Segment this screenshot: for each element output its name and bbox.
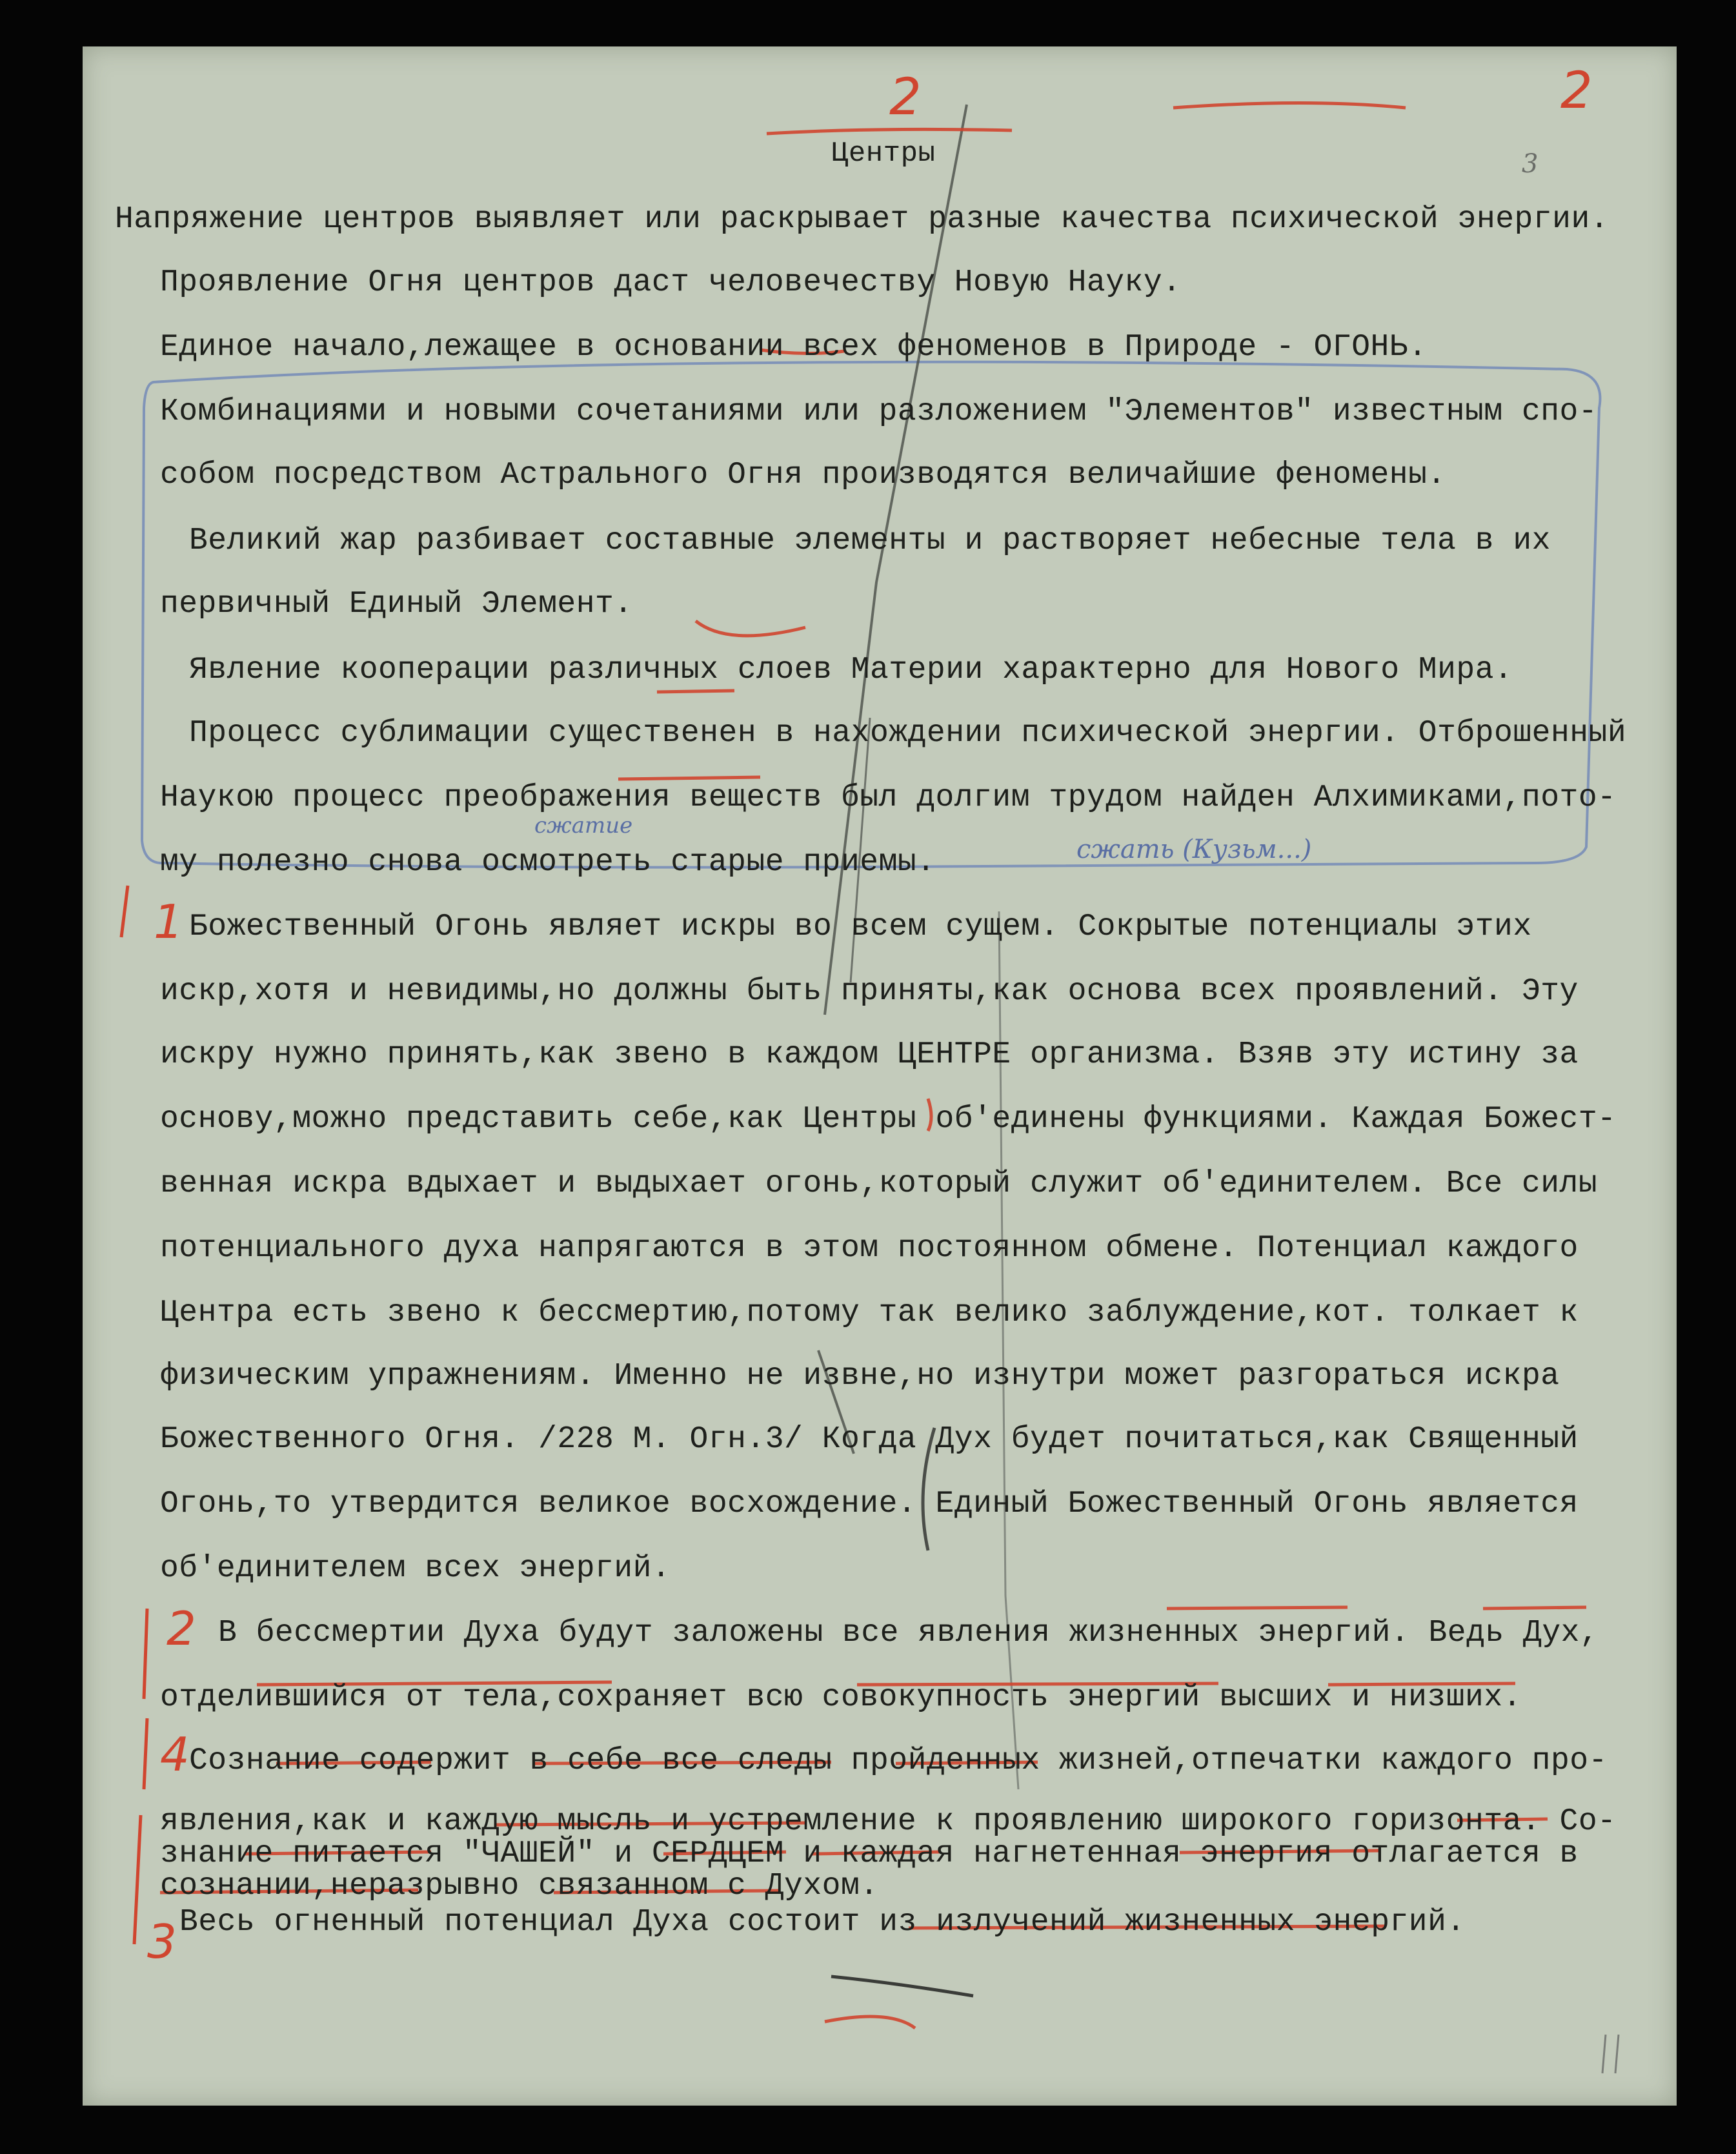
text-line: Сознание содержит в себе все следы пройденных жизней,отпечатки каждого про-	[189, 1743, 1608, 1778]
page-title: Центры	[831, 137, 936, 170]
text-line: первичный Единый Элемент.	[160, 587, 633, 622]
text-line: об'единителем всех энергий.	[160, 1551, 671, 1586]
handwritten-note-right: сжать (Кузьм...)	[1076, 835, 1312, 864]
page-number-top: 2	[889, 68, 922, 127]
text-line: Наукою процесс преображения веществ был долгим трудом найден Алхимиками,пото-	[160, 780, 1617, 815]
text-line: сознании,неразрывно связанном с Духом.	[160, 1869, 879, 1904]
text-line: Явление кооперации различных слоев Материи характерно для Нового Мира.	[189, 653, 1513, 687]
red-margin-brackets	[121, 886, 147, 1944]
text-line: Процесс сублимации существенен в нахождении психической энергии. Отброшенный	[189, 716, 1627, 751]
pencil-page-mark: 3	[1522, 149, 1539, 179]
text-line: В бессмертии Духа будут заложены все явления жизненных энергий. Ведь Дух,	[218, 1616, 1599, 1651]
margin-number-1: 1	[154, 895, 183, 949]
text-line: Центра есть звено к бессмертию,потому так велико заблуждение,кот. толкает к	[160, 1295, 1579, 1330]
text-line: искр,хотя и невидимы,но должны быть приняты,как основа всех проявлений. Эту	[160, 974, 1579, 1009]
text-line: му полезно снова осмотреть старые приемы.	[160, 845, 936, 880]
graphite-bottom-marks	[1602, 2035, 1619, 2073]
text-line: явления,как и каждую мысль и устремление к проявлению широкого горизонта. Со-	[160, 1804, 1617, 1839]
text-line: Великий жар разбивает составные элементы и растворяет небесные тела в их	[189, 523, 1551, 558]
page-number-right: 2	[1560, 62, 1593, 120]
text-line: Огонь,то утвердится великое восхождение. Единый Божественный Огонь является	[160, 1487, 1579, 1521]
text-line: отделившийся от тела,сохраняет всю совокупность энергий высших и низших.	[160, 1680, 1522, 1715]
text-line: Комбинациями и новыми сочетаниями или разложением "Элементов" известным спо-	[160, 394, 1598, 429]
text-line: основу,можно представить себе,как Центры об'единены функциями. Каждая Божест-	[160, 1102, 1617, 1137]
margin-number-4: 4	[160, 1727, 190, 1782]
graphite-bottom-stroke	[831, 1976, 973, 1996]
text-line: потенциального духа напрягаются в этом постоянном обмене. Потенциал каждого	[160, 1231, 1579, 1266]
margin-number-2: 2	[167, 1601, 196, 1656]
text-line: знание питается "ЧАШЕЙ" и СЕРДЦЕМ и каждая нагнетенная энергия отлагается в	[160, 1836, 1579, 1871]
text-line: физическим упражнениям. Именно не извне,но изнутри может разгораться искра	[160, 1359, 1560, 1394]
handwritten-note-above: сжатие	[534, 813, 633, 838]
document-page	[83, 46, 1677, 2106]
text-line: Божественный Огонь являет искры во всем сущем. Сокрытые потенциалы этих	[189, 909, 1532, 944]
text-line: собом посредством Астрального Огня производятся величайшие феномены.	[160, 458, 1446, 493]
text-line: Весь огненный потенциал Духа состоит из излучений жизненных энергий.	[179, 1905, 1466, 1940]
text-line: Божественного Огня. /228 М. Огн.3/ Когда Дух будет почитаться,как Священный	[160, 1422, 1579, 1457]
text-line: Единое начало,лежащее в основании всех феноменов в Природе - ОГОНЬ.	[160, 330, 1428, 365]
text-line: Напряжение центров выявляет или раскрывает разные качества психической энергии.	[115, 202, 1610, 237]
text-line: венная искра вдыхает и выдыхает огонь,который служит об'единителем. Все силы	[160, 1166, 1598, 1201]
margin-number-3: 3	[147, 1915, 177, 1969]
text-line: Проявление Огня центров даст человечеству Новую Науку.	[160, 265, 1182, 300]
text-line: искру нужно принять,как звено в каждом ЦЕНТРЕ организма. Взяв эту истину за	[160, 1037, 1579, 1072]
